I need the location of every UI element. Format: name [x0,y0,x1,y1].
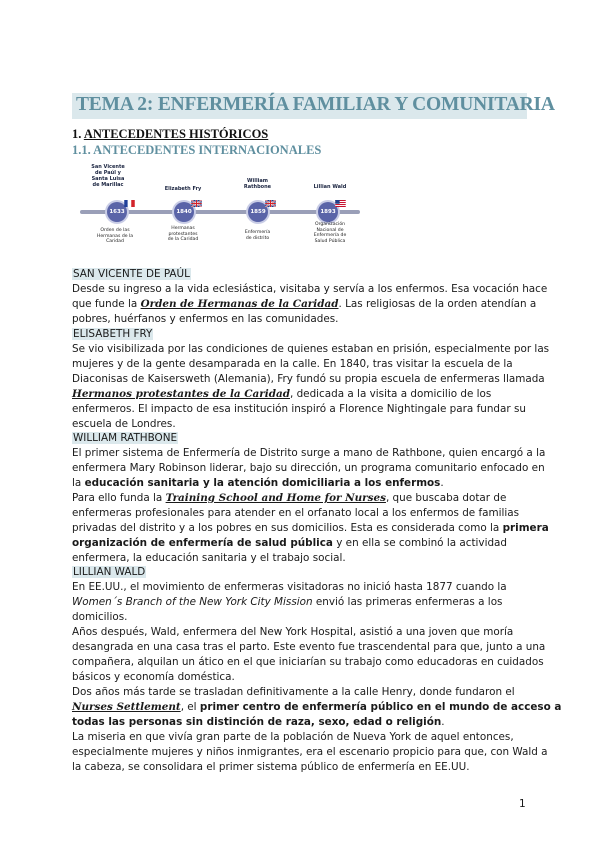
paragraph-line: que funde la Orden de Hermanas de la Caridad. Las religiosas de la orden atendían a [72,298,537,310]
paragraph-line: Se vio visibilizada por las condiciones de quienes estaban en prisión, especialmente por las [72,343,550,355]
history-timeline [80,160,365,260]
paragraph-line: El primer sistema de Enfermería de Distrito surge a mano de Rathbone, quien encargó a la [72,447,546,459]
paragraph-line: enfermeras profesionales para atender en el orfanato local a los enfermos de familias [72,507,520,519]
paragraph-line: Años después, Wald, enfermera del New York Hospital, asistió a una joven que moría [72,626,514,638]
section-label: LILLIAN WALD [73,566,146,578]
timeline-name: San Vicente de Paúl y Santa Luisa de Marillac [91,164,125,188]
timeline-description: Enfermería de distrito [244,230,271,241]
paragraph-line: todas las personas sin distinción de raza, sexo, edad o religión. [72,716,445,728]
paragraph-line: desangrada en una casa tras el parto. Este evento fue trascendental para que, junto a una [72,641,546,653]
section-title: ANTECEDENTES HISTÓRICOS [83,127,269,141]
timeline-name: Elizabeth Fry [164,186,202,192]
timeline-year: 1633 [107,202,127,222]
timeline-name: Lillian Wald [313,184,347,190]
paragraph-line: Diaconisas de Kaisersweth (Alemania), Fry fundó su propia escuela de enfermeras llamada [72,373,545,385]
paragraph-line: Nurses Settlement, el primer centro de enfermería público en el mundo de acceso a [72,701,562,713]
paragraph-line: la educación sanitaria y la atención domiciliaria a los enfermos. [72,477,444,489]
page-title: TEMA 2: ENFERMERÍA FAMILIAR Y COMUNITARIA [76,94,555,115]
timeline-description: Organización Nacional de Enfermería de Salud Pública [313,222,347,244]
paragraph-line: la cabeza, se consolidara el primer sistema público de enfermería en EE.UU. [72,761,470,773]
paragraph-line: pobres, huérfanos y enfermos en las comunidades. [72,313,339,325]
paragraph-line: compañera, alquilan un ático en el que iniciarían su trabajo como educadoras en cuidados [72,656,544,668]
paragraph-line: Para ello funda la Training School and Home for Nurses, que buscaba dotar de [72,492,507,504]
section-label: ELISABETH FRY [73,328,153,340]
france-flag-icon [124,200,135,207]
paragraph-line: Desde su ingreso a la vida eclesiástica, visitaba y servía a los enfermos. Esa vocación hace [72,283,548,295]
paragraph-line: enfermeros. El impacto de esa institución inspiró a Florence Nightingale para fundar su [72,403,526,415]
paragraph-line: domicilios. [72,611,128,623]
paragraph-line: La miseria en que vivía gran parte de la población de Nueva York de aquel entonces, [72,731,514,743]
paragraph-line: básicos y economía doméstica. [72,671,235,683]
timeline-description: Orden de las Hermanas de la Caridad [96,228,134,245]
section-number: 1. [72,127,82,141]
paragraph-line: Women´s Branch of the New York City Mission envió las primeras enfermeras a los [72,596,503,608]
paragraph-line: En EE.UU., el movimiento de enfermeras visitadoras no inició hasta 1877 cuando la [72,581,507,593]
subsection-heading: 1.1. ANTECEDENTES INTERNACIONALES [72,143,322,157]
paragraph-line: Hermanos protestantes de la Caridad, dedicada a la visita a domicilio de los [72,388,492,400]
paragraph-line: mujeres y de la gente desamparada en la calle. En 1840, tras visitar la escuela de la [72,358,513,370]
uk-flag-icon [265,200,276,207]
timeline-year: 1893 [318,202,338,222]
page-number: 1 [519,798,526,810]
paragraph-line: especialmente mujeres y niños inmigrantes, era el escenario propicio para que, con Wald a [72,746,548,758]
section-label: SAN VICENTE DE PAÚL [73,268,190,280]
uk-flag-icon [191,200,202,207]
timeline-year: 1859 [248,202,268,222]
paragraph-line: enfermera Mary Robinson liderar, bajo su dirección, un programa comunitario enfocado en [72,462,545,474]
section-heading [72,127,268,142]
paragraph-line: organización de enfermería de salud pública y en ella se combinó la actividad [72,537,508,549]
paragraph-line: Dos años más tarde se trasladan definitivamente a la calle Henry, donde fundaron el [72,686,515,698]
paragraph-line: privadas del distrito y a los pobres en sus domicilios. Esta es considerada como la primera [72,522,549,534]
paragraph-line: enfermera, la educación sanitaria y el trabajo social. [72,552,346,564]
usa-flag-icon [335,200,346,207]
section-label: WILLIAM RATHBONE [73,432,178,444]
paragraph-line: escuela de Londres. [72,418,176,430]
timeline-year: 1840 [174,202,194,222]
timeline-description: Hermanas protestantes de la Caridad [167,226,199,243]
timeline-name: William Rathbone [243,178,272,190]
